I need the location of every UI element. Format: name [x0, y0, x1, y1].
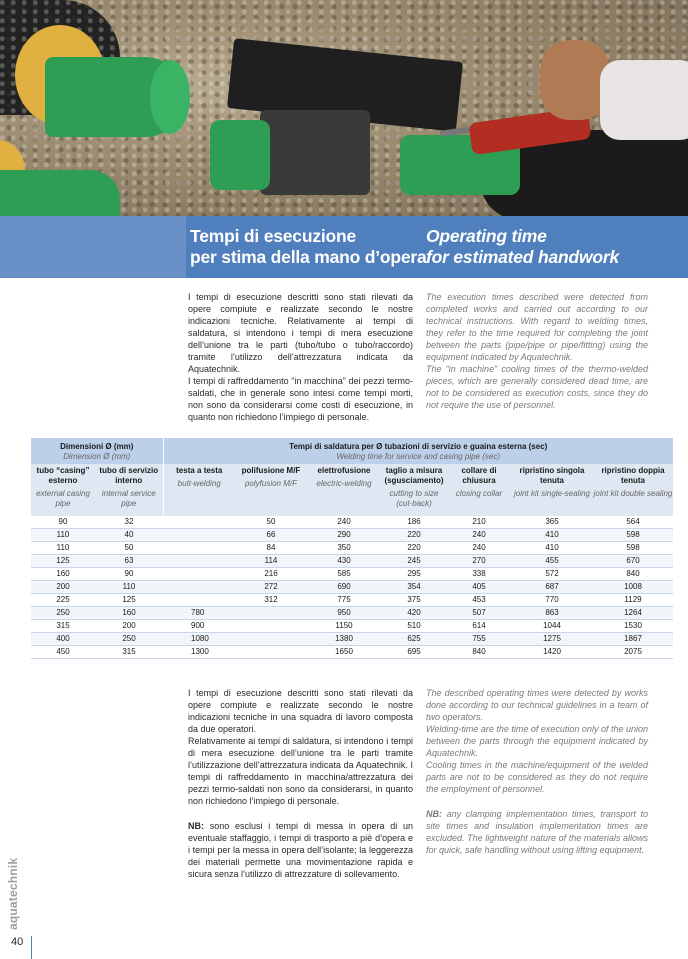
table-cell: 312: [235, 594, 307, 607]
notes-en-paragraph-1: The described operating times were detected by works done according to our technical guidelines in a team of two operators.: [426, 688, 648, 722]
notes-it-nb-text: sono esclusi i tempi di messa in opera di un eventuale staffaggio, i tempi di trasporto a piè d’opera e i tempi per la messa in opera dell’isolante; la leggerezza dei materiali permette una movimentazione rapida e sicura senza l’utilizzo di attrezzature di sollevamento.: [188, 821, 413, 879]
green-fitting: [210, 120, 270, 190]
table-cell: 900: [163, 620, 235, 633]
table-cell: 90: [31, 516, 95, 529]
intro-en-paragraph-2: The “in machine” cooling times of the thermo-welded pieces, which are generally considered dead time, are not to be considered as execution costs, since they do not require the use of personnel.: [426, 364, 648, 410]
notes-it-paragraph-1: I tempi di esecuzione descritti sono stati rilevati da opere compiute e realizzate secondo le nostre indicazioni tecniche in una squadra di lavoro composta da due operatori.: [188, 688, 413, 734]
notes-en-paragraph-2: Welding-time are the time of execution only of the union between the parts through the equipment indicated by Aquatechnik.: [426, 724, 648, 758]
table-cell: 365: [511, 516, 593, 529]
table-cell: 110: [31, 542, 95, 555]
column-header-en: electric-welding: [316, 479, 372, 488]
table-cell: 690: [307, 581, 381, 594]
column-header: [31, 464, 95, 516]
header-welding-times: [163, 438, 673, 464]
table-cell: 375: [381, 594, 447, 607]
notes-italian: [188, 687, 413, 880]
table-cell: 315: [95, 646, 163, 659]
notes-english: [426, 687, 648, 856]
table-cell: 40: [95, 529, 163, 542]
intro-italian: [188, 291, 413, 423]
column-header-en: joint kit double sealing: [593, 489, 673, 498]
table-cell: 350: [307, 542, 381, 555]
table-cell: 240: [447, 529, 511, 542]
table-cell: 354: [381, 581, 447, 594]
table-row: [31, 620, 673, 633]
table-cell: 220: [381, 529, 447, 542]
table-cell: [163, 529, 235, 542]
table-cell: 338: [447, 568, 511, 581]
table-cell: 1264: [593, 607, 673, 620]
table-cell: [163, 516, 235, 529]
table-cell: 507: [447, 607, 511, 620]
column-header-it: ripristino doppia tenuta: [601, 466, 665, 485]
header-welding-times-it: Tempi di saldatura per Ø tubazioni di servizio e guaina esterna (sec): [289, 441, 548, 451]
table-row: [31, 581, 673, 594]
table-cell: 1044: [511, 620, 593, 633]
column-header-en: joint kit single-sealing: [513, 489, 591, 498]
table-cell: 1275: [511, 633, 593, 646]
welding-times-table: [31, 438, 673, 659]
table-cell: 216: [235, 568, 307, 581]
table-row: [31, 646, 673, 659]
table-cell: 585: [307, 568, 381, 581]
title-it-line2: per stima della mano d’opera: [190, 247, 427, 267]
column-header: [511, 464, 593, 516]
table-cell: 32: [95, 516, 163, 529]
title-italian: [190, 226, 427, 268]
table-cell: 63: [95, 555, 163, 568]
table-cell: 1129: [593, 594, 673, 607]
table-cell: 775: [307, 594, 381, 607]
table-row: [31, 594, 673, 607]
table-row: [31, 568, 673, 581]
table-cell: 430: [307, 555, 381, 568]
table-cell: 1008: [593, 581, 673, 594]
table-cell: 780: [163, 607, 235, 620]
table-cell: 770: [511, 594, 593, 607]
table-cell: 1650: [307, 646, 381, 659]
table-cell: [163, 555, 235, 568]
table-cell: 186: [381, 516, 447, 529]
column-header-it: tubo di servizio interno: [99, 466, 159, 485]
table-cell: [163, 568, 235, 581]
table-cell: 160: [95, 607, 163, 620]
table-cell: 1530: [593, 620, 673, 633]
table-cell: 400: [31, 633, 95, 646]
column-header-en: polyfusion M/F: [244, 479, 298, 488]
column-header-it: collare di chiusura: [461, 466, 497, 485]
table-cell: 84: [235, 542, 307, 555]
column-header-it: testa a testa: [176, 466, 223, 475]
table-cell: 455: [511, 555, 593, 568]
table-cell: 245: [381, 555, 447, 568]
table-cell: 220: [381, 542, 447, 555]
intro-it-paragraph-2: I tempi di raffreddamento “in macchina” dei pezzi termo-saldati, che in generale sono intesi come tempi morti, non sono da considerarsi come costi di esecuzione, in quanto non richiedono l’impiego di personale.: [188, 376, 413, 422]
table-cell: 160: [31, 568, 95, 581]
table-cell: [235, 607, 307, 620]
table-cell: [235, 646, 307, 659]
table-cell: 225: [31, 594, 95, 607]
table-cell: [163, 594, 235, 607]
table-cell: 50: [95, 542, 163, 555]
table-cell: 1150: [307, 620, 381, 633]
table-cell: [235, 633, 307, 646]
table-cell: 240: [447, 542, 511, 555]
table-cell: 564: [593, 516, 673, 529]
column-header-it: polifusione M/F: [241, 466, 301, 475]
column-header: [235, 464, 307, 516]
table-cell: 625: [381, 633, 447, 646]
column-header: [381, 464, 447, 516]
title-english: [426, 226, 619, 268]
column-header: [95, 464, 163, 516]
welding-machine-body: [260, 110, 370, 195]
intro-it-paragraph-1: I tempi di esecuzione descritti sono stati rilevati da opere compiute e realizzate secondo le nostre indicazioni tecniche. Relativamente ai tempi di saldatura, si intendono i tempi di mera esecuzione dell’unione tra le parti (tubo/tubo o tubo/raccordo) tramite l’utilizzo dell’attrezzatura indicata da Aquatechnik.: [188, 292, 413, 374]
table-cell: 66: [235, 529, 307, 542]
table-cell: 200: [95, 620, 163, 633]
header-dimensions-it: Dimensioni Ø (mm): [60, 441, 134, 451]
table-cell: 315: [31, 620, 95, 633]
column-header-it: tubo “casing” esterno: [36, 466, 90, 485]
table-cell: 410: [511, 529, 593, 542]
table-cell: 614: [447, 620, 511, 633]
table-cell: 687: [511, 581, 593, 594]
notes-en-nb-label: NB:: [426, 809, 442, 819]
notes-en-nb: [426, 808, 648, 856]
table-cell: 950: [307, 607, 381, 620]
table-cell: 840: [447, 646, 511, 659]
table-cell: 510: [381, 620, 447, 633]
column-header: [447, 464, 511, 516]
table-cell: [235, 620, 307, 633]
table-cell: 410: [511, 542, 593, 555]
table-cell: 200: [31, 581, 95, 594]
title-it-line1: Tempi di esecuzione: [190, 226, 357, 246]
notes-it-nb-label: NB:: [188, 821, 204, 831]
table-cell: 1080: [163, 633, 235, 646]
pipe-green-end: [150, 60, 190, 134]
table-cell: 695: [381, 646, 447, 659]
column-header-en: internal service pipe: [101, 489, 156, 508]
table-cell: 1380: [307, 633, 381, 646]
table-cell: 598: [593, 529, 673, 542]
table-cell: 450: [31, 646, 95, 659]
pipe-green-2: [0, 170, 120, 216]
notes-en-paragraph-3: Cooling times in the machine/equipment of the welded parts are not to be considered as they do not require the employment of personnel.: [426, 760, 648, 794]
column-header-it: elettrofusione: [317, 466, 371, 475]
column-header: [593, 464, 673, 516]
intro-en-paragraph-1: The execution times described were detected from completed works and carried out according to our technical instructions. With regard to welding times, they refer to the time required for completing the joint between the parts (pipe/pipe or pipe/fitting) using the equipment indicated by Aquatechnik.: [426, 292, 648, 362]
table-cell: 240: [307, 516, 381, 529]
table-cell: 598: [593, 542, 673, 555]
table-cell: 1867: [593, 633, 673, 646]
table-cell: 1420: [511, 646, 593, 659]
table-cell: 110: [95, 581, 163, 594]
header-dimensions-en: Dimension Ø (mm): [63, 451, 131, 461]
column-header: [307, 464, 381, 516]
table-cell: 290: [307, 529, 381, 542]
header-photo: [0, 0, 688, 216]
table-cell: 50: [235, 516, 307, 529]
column-header-en: cutting to size (cut-back): [389, 489, 439, 508]
table-cell: 90: [95, 568, 163, 581]
table-cell: 295: [381, 568, 447, 581]
table-cell: 250: [95, 633, 163, 646]
notes-it-nb: [188, 820, 413, 880]
table-cell: 125: [95, 594, 163, 607]
table-cell: 125: [31, 555, 95, 568]
plastic-bag: [600, 60, 688, 140]
table-cell: 250: [31, 607, 95, 620]
table-row: [31, 516, 673, 529]
header-welding-times-en: Welding time for service and casing pipe (sec): [336, 451, 500, 461]
column-header-en: external casing pipe: [36, 489, 90, 508]
table-cell: 210: [447, 516, 511, 529]
table-cell: [163, 542, 235, 555]
table-cell: 453: [447, 594, 511, 607]
table-cell: 2075: [593, 646, 673, 659]
header-dimensions: [31, 438, 163, 464]
title-band-accent: [0, 216, 186, 278]
table-cell: 272: [235, 581, 307, 594]
column-header-en: butt-welding: [177, 479, 221, 488]
table-cell: 670: [593, 555, 673, 568]
notes-it-paragraph-2: Relativamente ai tempi di saldatura, si intendono i tempi di mera esecuzione dell’unione tra le parti tramite l’utilizzazione dell’attrezzatura indicata da Aquatechnik. I tempi di raffreddamento in macchina/attrezzatura dei pezzi termo-saldati non sono da considerarsi, in quanto non richiedono l’impiego di personale.: [188, 736, 413, 806]
title-en-line1: Operating time: [426, 226, 547, 246]
table-row: [31, 555, 673, 568]
table-row: [31, 633, 673, 646]
table-cell: 405: [447, 581, 511, 594]
table-cell: 572: [511, 568, 593, 581]
table-row: [31, 542, 673, 555]
table-cell: 420: [381, 607, 447, 620]
table-cell: 1300: [163, 646, 235, 659]
table-cell: 863: [511, 607, 593, 620]
table-cell: [163, 581, 235, 594]
column-header-it: ripristino singola tenuta: [519, 466, 585, 485]
table-cell: 110: [31, 529, 95, 542]
page-number: 40: [11, 936, 24, 948]
column-header-it: taglio a misura (sgusciamento): [384, 466, 444, 485]
table-cell: 755: [447, 633, 511, 646]
table-row: [31, 607, 673, 620]
column-header-en: closing collar: [455, 489, 503, 498]
column-header: [163, 464, 235, 516]
table-cell: 840: [593, 568, 673, 581]
notes-en-nb-text: any clamping implementation times, transport to site times and insulation implementation times are excluded. The lightweight nature of the materials allows for quick, safe handling without using lifting equipment.: [426, 809, 648, 855]
table-cell: 270: [447, 555, 511, 568]
table-cell: 114: [235, 555, 307, 568]
title-en-line2: for estimated handwork: [426, 247, 619, 267]
intro-english: [426, 291, 648, 411]
page-divider: [31, 936, 32, 959]
table-row: [31, 529, 673, 542]
brand-vertical: aquatechnik: [6, 857, 20, 930]
